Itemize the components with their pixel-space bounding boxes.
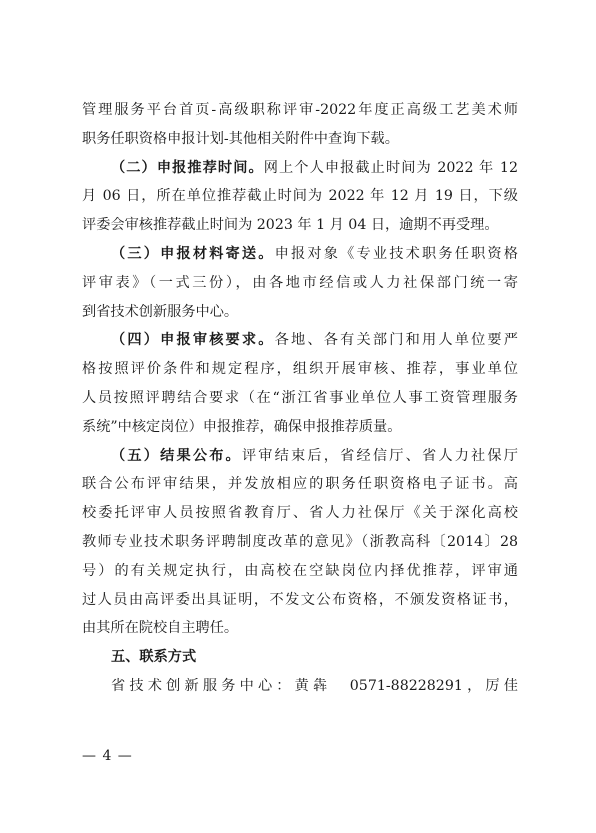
paragraph-heading: （二）申报推荐时间。 bbox=[111, 159, 264, 176]
text-line: 格按照评价条件和规定程序，组织开展审核、推荐，事业单位 bbox=[82, 361, 518, 378]
text-line: 到省技术创新服务中心。 bbox=[82, 303, 239, 320]
paragraph-text: 评审结束后，省经信厅、省人力社保厅 bbox=[241, 447, 518, 464]
page-number: — 4 — bbox=[82, 748, 133, 764]
paragraph-first-line bbox=[82, 240, 518, 269]
text-line: 由其所在院校自主聘任。 bbox=[82, 620, 239, 637]
paragraph-heading: （三）申报材料寄送。 bbox=[111, 245, 275, 262]
text-line: 管理服务平台首页-高级职称评审-2022年度正高级工艺美术师 bbox=[82, 102, 518, 118]
text-line: 联合公布评审结果，并发放相应的职务任职资格电子证书。高 bbox=[82, 476, 518, 493]
text-line: 月 06 日，所在单位推荐截止时间为 2022 年 12 月 19 日，下级 bbox=[82, 188, 518, 205]
text-line: 系统”中核定岗位）申报推荐，确保申报推荐质量。 bbox=[82, 418, 402, 435]
paragraph-text: 各地、各有关部门和用人单位要严 bbox=[274, 332, 518, 349]
section-heading: 五、联系方式 bbox=[111, 649, 197, 666]
paragraph-heading: （五）结果公布。 bbox=[111, 447, 242, 464]
text-line: 号）的有关规定执行，由高校在空缺岗位内择优推荐，评审通 bbox=[82, 562, 518, 579]
paragraph-first-line bbox=[82, 154, 518, 183]
text-line: 人员按照评聘结合要求（在“浙江省事业单位人事工资管理服务 bbox=[82, 389, 518, 406]
text-line: 教师专业技术职务评聘制度改革的意见》（浙教高科〔2014〕28 bbox=[82, 533, 518, 550]
paragraph-heading: （四）申报审核要求。 bbox=[111, 332, 275, 349]
paragraph-first-line bbox=[82, 442, 518, 471]
text-line: 校委托评审人员按照省教育厅、省人力社保厅《关于深化高校 bbox=[82, 505, 518, 522]
document-body bbox=[82, 96, 518, 701]
paragraph-first-line bbox=[82, 326, 518, 355]
paragraph-text: 网上个人申报截止时间为 2022 年 12 bbox=[263, 159, 518, 176]
text-line: 职务任职资格申报计划-其他相关附件中查询下载。 bbox=[82, 130, 399, 147]
paragraph-text: 申报对象《专业技术职务任职资格 bbox=[274, 245, 518, 262]
text-line: 过人员由高评委出具证明，不发文公布资格，不颁发资格证书， bbox=[82, 591, 518, 608]
contact-line: 省技术创新服务中心：黄犇 0571-88228291，厉佳 bbox=[111, 677, 518, 694]
text-line: 评委会审核推荐截止时间为 2023 年 1 月 04 日，逾期不再受理。 bbox=[82, 217, 499, 234]
text-line: 评审表》（一式三份），由各地市经信或人力社保部门统一寄 bbox=[82, 274, 518, 291]
